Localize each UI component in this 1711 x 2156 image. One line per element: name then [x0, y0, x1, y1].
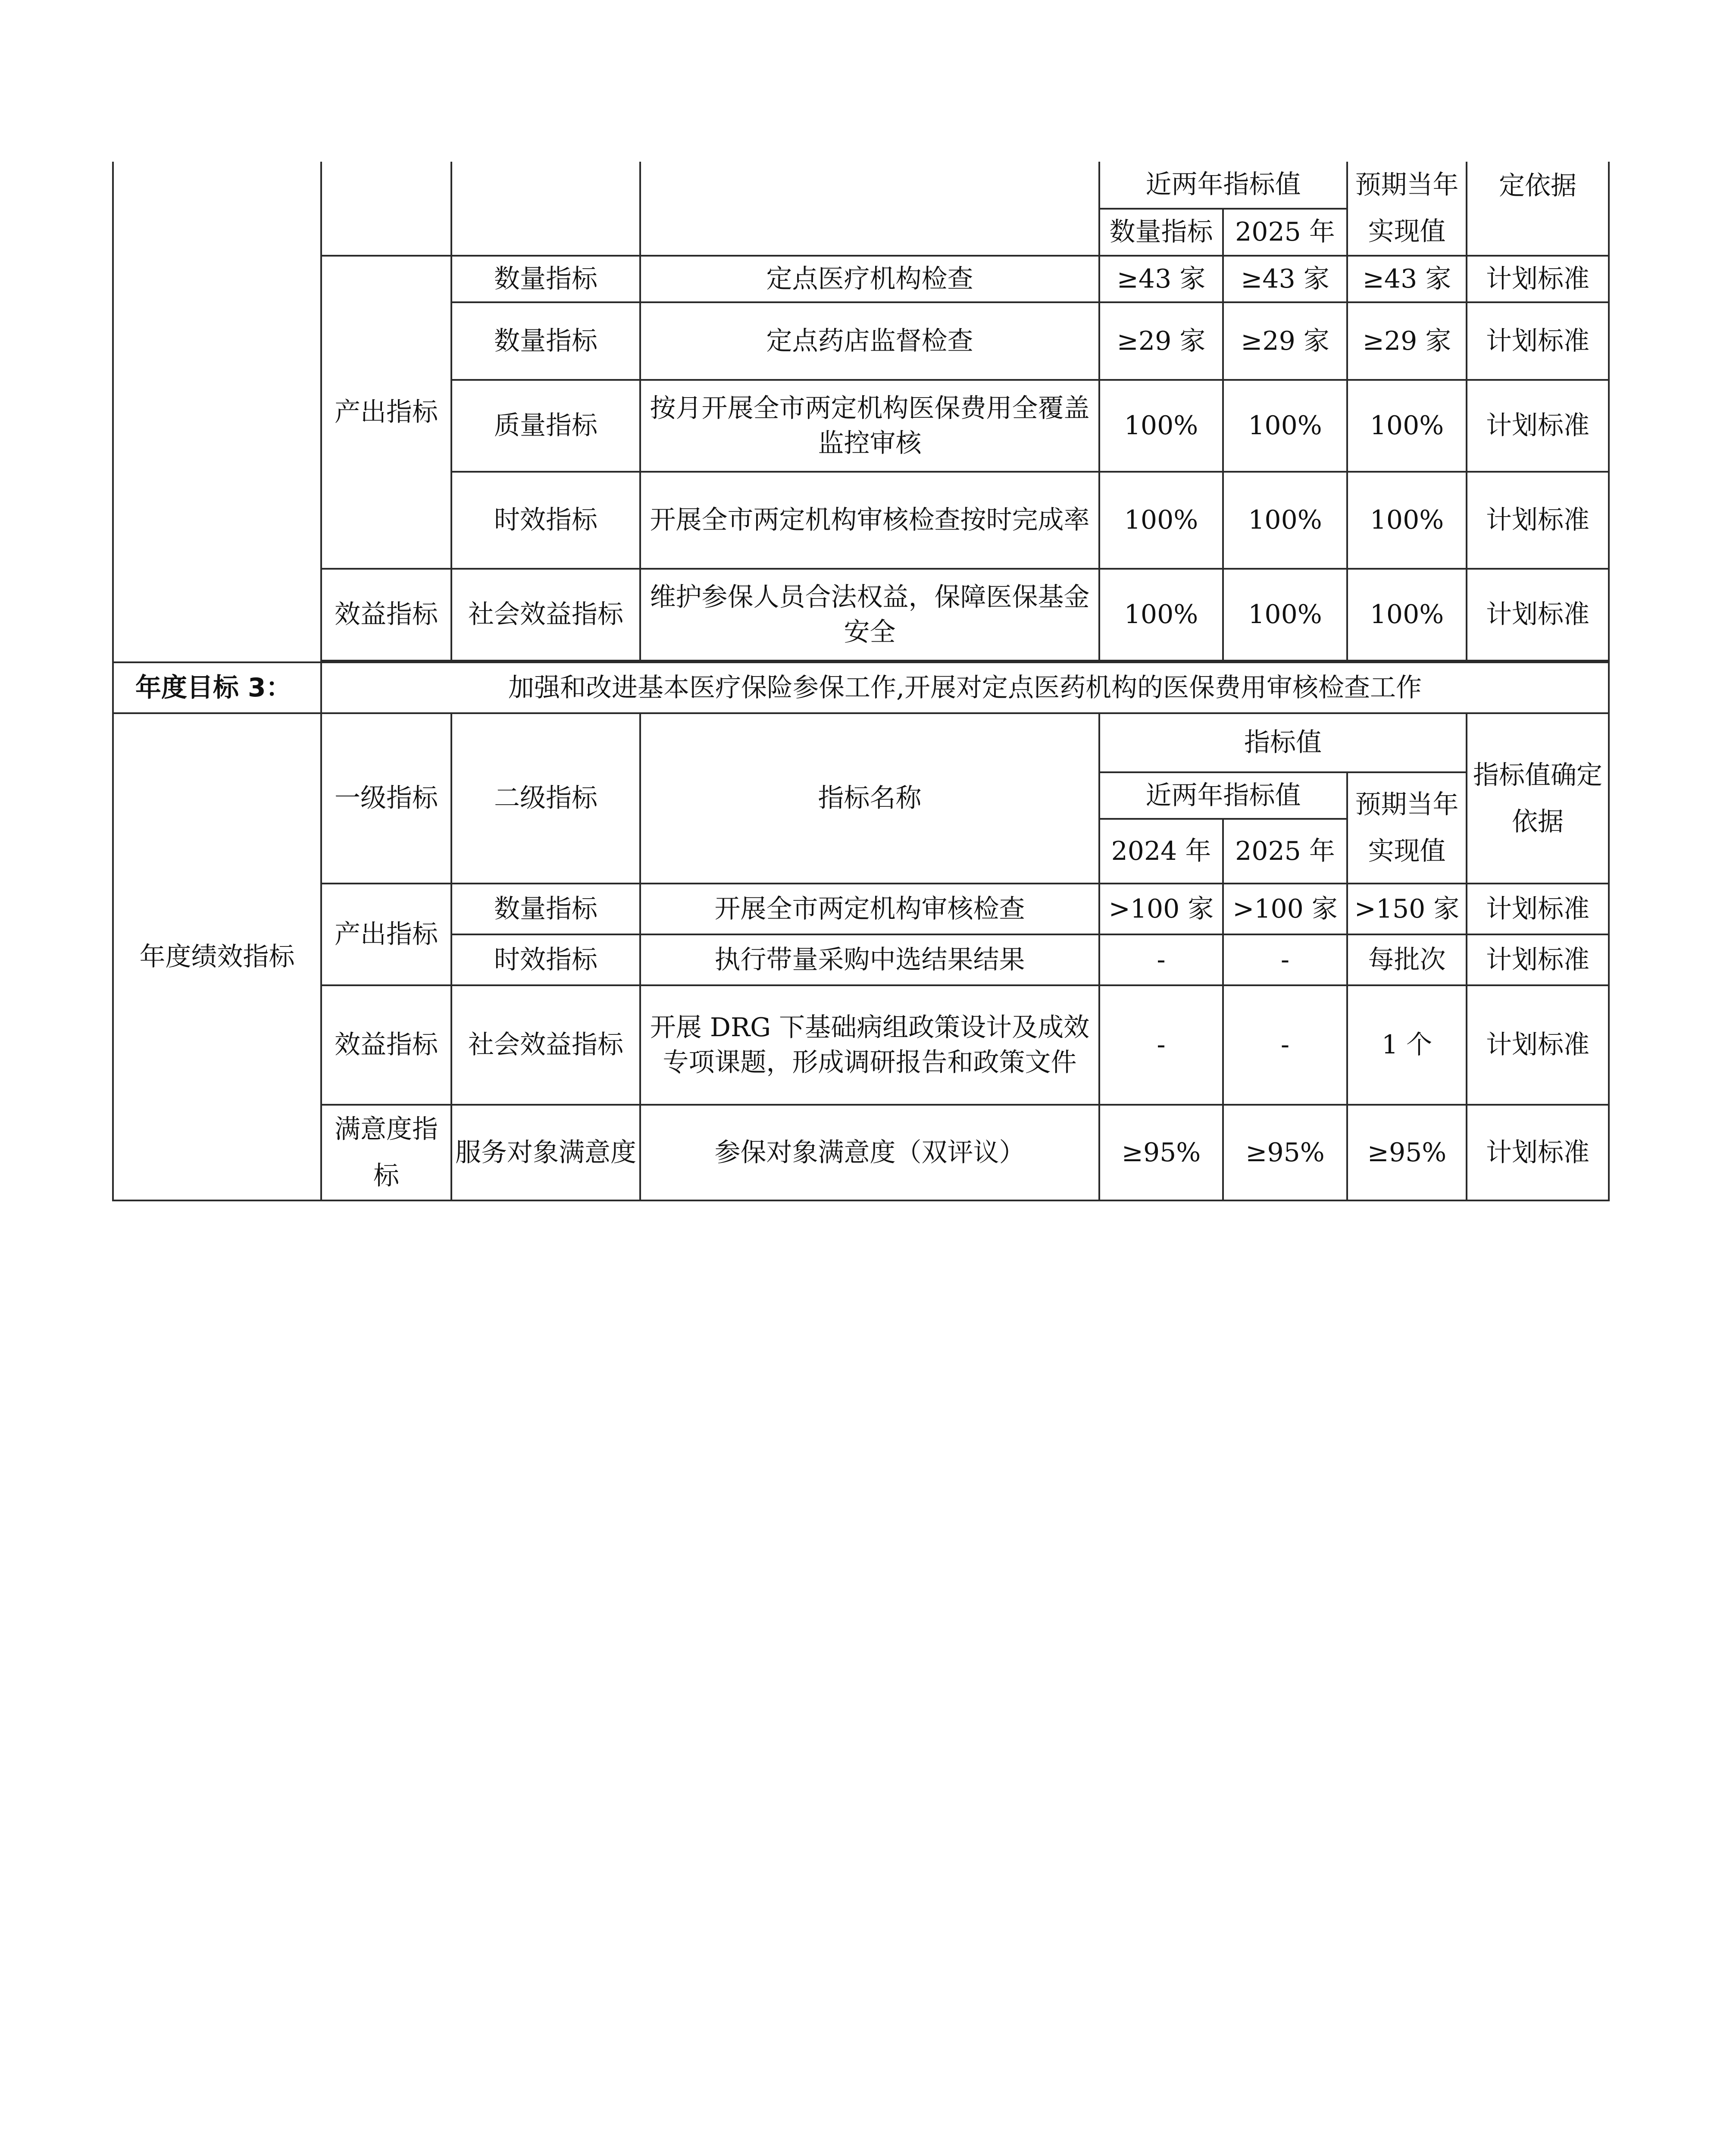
value-2025-cell: 100% — [1223, 380, 1347, 472]
level1-cell: 产出指标 — [321, 884, 451, 985]
indicator-name-cell: 定点药店监督检查 — [640, 302, 1099, 380]
value-2024-cell: - — [1099, 985, 1223, 1105]
level1-cell: 产出指标 — [321, 256, 451, 569]
level2-cell: 时效指标 — [451, 934, 640, 985]
basis-cell: 计划标准 — [1467, 256, 1609, 302]
value-2025-cell: ≥95% — [1223, 1105, 1347, 1200]
expected-value-cell: 100% — [1347, 472, 1467, 569]
indicator-name-cell: 维护参保人员合法权益，保障医保基金安全 — [640, 569, 1099, 661]
level1-header: 一级指标 — [321, 713, 451, 884]
basis-cell: 计划标准 — [1467, 472, 1609, 569]
level2-cell: 社会效益指标 — [451, 985, 640, 1105]
value-2025-cell: ≥43 家 — [1223, 256, 1347, 302]
value-2025-cell: 100% — [1223, 569, 1347, 661]
value-2024-cell: >100 家 — [1099, 884, 1223, 934]
indicator-name-cell: 定点医疗机构检查 — [640, 256, 1099, 302]
value-2024-cell: 100% — [1099, 472, 1223, 569]
level2-cell: 服务对象满意度 — [451, 1105, 640, 1200]
value-2024-cell: - — [1099, 934, 1223, 985]
continued-header-cell — [640, 162, 1099, 256]
table-row — [113, 256, 1609, 302]
level2-cell: 数量指标 — [451, 302, 640, 380]
indicator-name-cell: 开展全市两定机构审核检查按时完成率 — [640, 472, 1099, 569]
recent-two-years-header: 近两年指标值 — [1099, 162, 1347, 209]
basis-cell: 计划标准 — [1467, 569, 1609, 661]
indicator-name-cell: 执行带量采购中选结果结果 — [640, 934, 1099, 985]
basis-cell: 计划标准 — [1467, 1105, 1609, 1200]
year-2025-header: 2025 年 — [1223, 819, 1347, 884]
sub-col-header-1: 数量指标 — [1099, 209, 1223, 256]
expected-value-cell: ≥43 家 — [1347, 256, 1467, 302]
sub-col-header-2: 2025 年 — [1223, 209, 1347, 256]
expected-value-cell: ≥29 家 — [1347, 302, 1467, 380]
expected-value-cell: 每批次 — [1347, 934, 1467, 985]
table-row — [113, 985, 1609, 1105]
level2-cell: 数量指标 — [451, 256, 640, 302]
expected-current-year-header: 预期当年实现值 — [1347, 772, 1467, 884]
indicator-name-cell: 按月开展全市两定机构医保费用全覆盖监控审核 — [640, 380, 1099, 472]
value-2025-cell: - — [1223, 934, 1347, 985]
continued-section-label-cell — [113, 162, 321, 662]
table-row — [113, 884, 1609, 934]
level1-cell: 效益指标 — [321, 985, 451, 1105]
annual-goal-text: 加强和改进基本医疗保险参保工作,开展对定点医药机构的医保费用审核检查工作 — [321, 662, 1609, 713]
annual-goal-row — [113, 662, 1609, 713]
level2-cell: 社会效益指标 — [451, 569, 640, 661]
indicator-name-cell: 开展全市两定机构审核检查 — [640, 884, 1099, 934]
basis-header: 指标值确定依据 — [1467, 713, 1609, 884]
level2-cell: 数量指标 — [451, 884, 640, 934]
annual-goal-label: 年度目标 3： — [113, 662, 321, 713]
expected-current-year-header: 预期当年实现值 — [1347, 162, 1467, 256]
performance-indicator-table — [112, 162, 1610, 1201]
recent-two-years-header: 近两年指标值 — [1099, 772, 1347, 819]
level2-header: 二级指标 — [451, 713, 640, 884]
continued-header-cell — [451, 162, 640, 256]
value-2024-cell: 100% — [1099, 569, 1223, 661]
basis-cell: 计划标准 — [1467, 884, 1609, 934]
level2-cell: 时效指标 — [451, 472, 640, 569]
level1-cell: 满意度指标 — [321, 1105, 451, 1200]
year-2024-header: 2024 年 — [1099, 819, 1223, 884]
level1-cell: 效益指标 — [321, 569, 451, 661]
table-row — [113, 1105, 1609, 1200]
basis-cell: 计划标准 — [1467, 380, 1609, 472]
expected-value-cell: 1 个 — [1347, 985, 1467, 1105]
value-2025-cell: ≥29 家 — [1223, 302, 1347, 380]
table-row — [113, 569, 1609, 661]
expected-value-cell: >150 家 — [1347, 884, 1467, 934]
basis-cell: 计划标准 — [1467, 302, 1609, 380]
continued-header-cell — [321, 162, 451, 256]
section-label-cell: 年度绩效指标 — [113, 713, 321, 1200]
value-2025-cell: >100 家 — [1223, 884, 1347, 934]
expected-value-cell: 100% — [1347, 380, 1467, 472]
value-2024-cell: ≥29 家 — [1099, 302, 1223, 380]
expected-value-cell: 100% — [1347, 569, 1467, 661]
value-2025-cell: - — [1223, 985, 1347, 1105]
indicator-value-header: 指标值 — [1099, 713, 1467, 772]
value-2025-cell: 100% — [1223, 472, 1347, 569]
expected-value-cell: ≥95% — [1347, 1105, 1467, 1200]
basis-header-fragment: 定依据 — [1467, 162, 1609, 256]
indicator-name-header: 指标名称 — [640, 713, 1099, 884]
indicator-name-cell: 开展 DRG 下基础病组政策设计及成效专项课题，形成调研报告和政策文件 — [640, 985, 1099, 1105]
level2-cell: 质量指标 — [451, 380, 640, 472]
value-2024-cell: ≥95% — [1099, 1105, 1223, 1200]
value-2024-cell: 100% — [1099, 380, 1223, 472]
value-2024-cell: ≥43 家 — [1099, 256, 1223, 302]
basis-cell: 计划标准 — [1467, 934, 1609, 985]
indicator-name-cell: 参保对象满意度（双评议） — [640, 1105, 1099, 1200]
basis-cell: 计划标准 — [1467, 985, 1609, 1105]
